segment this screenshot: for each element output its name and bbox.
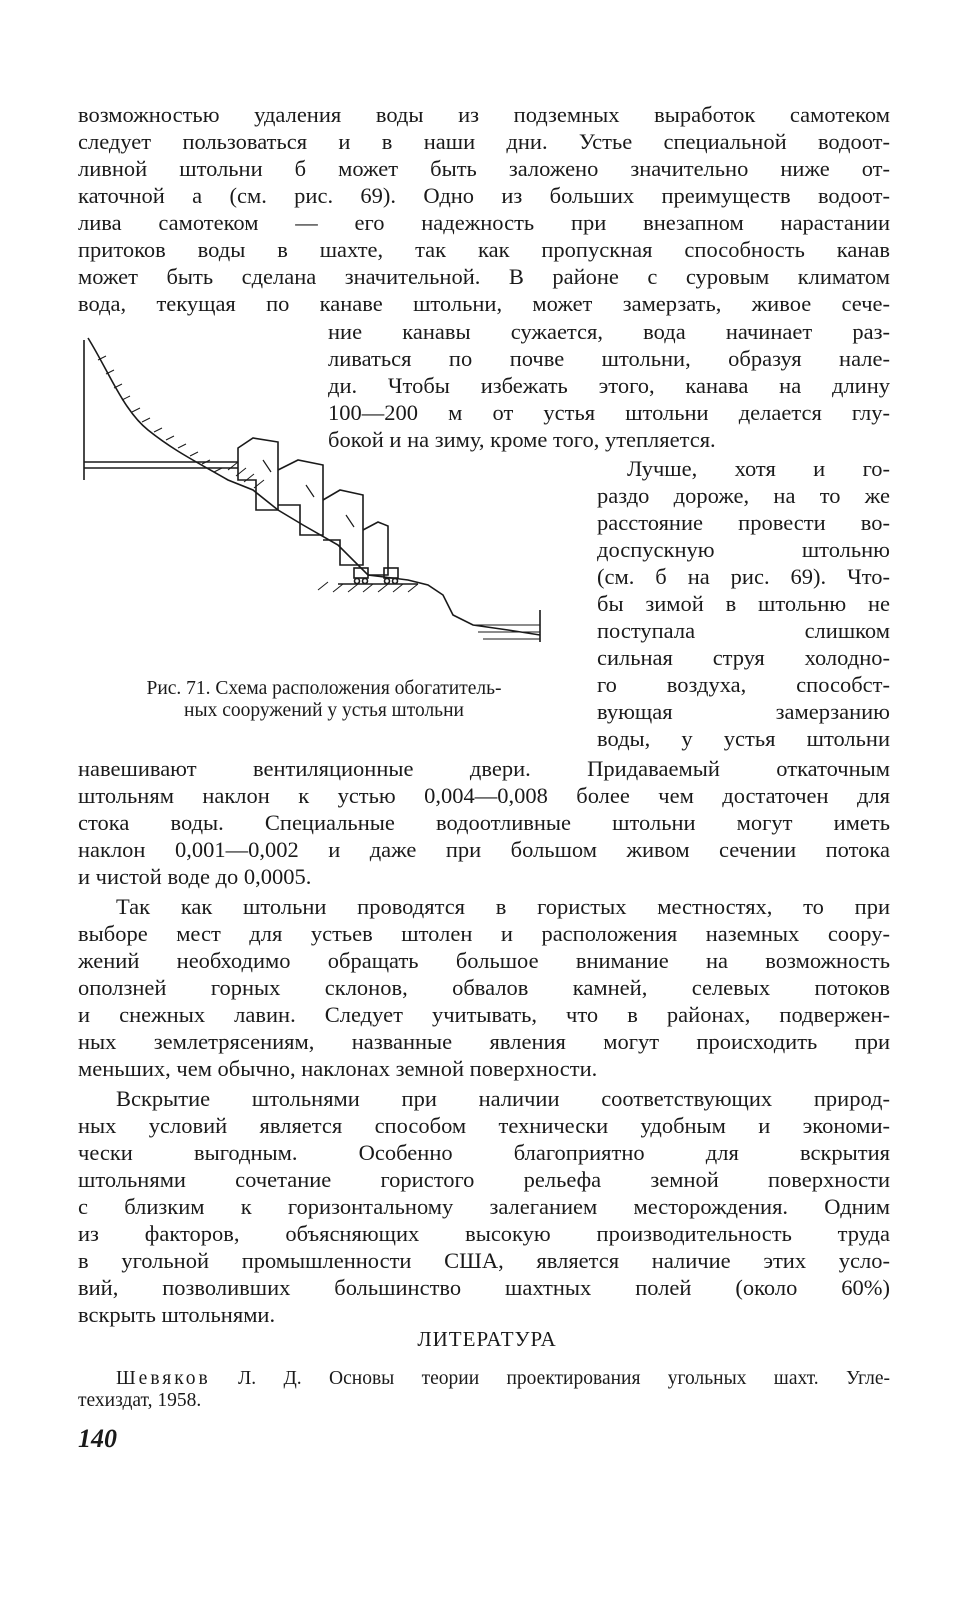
text-line: доспускную штольню: [597, 537, 890, 562]
text-line: вода, текущая по канаве штольни, может замерзать, живое сече-: [78, 291, 890, 316]
building-2: [278, 460, 323, 535]
text-line: ди. Чтобы избежать этого, канава на длину: [328, 373, 890, 398]
text-line: может быть сделана значительной. В районе с суровым климатом: [78, 264, 890, 289]
figure-caption: ных сооружений у устья штольни: [184, 700, 464, 721]
text-line: оползней горных склонов, обвалов камней, селевых потоков: [78, 975, 890, 1000]
figure-caption: Рис. 71. Схема расположения обогатитель-: [146, 678, 502, 699]
text-line: навешивают вентиляционные двери. Придаваемый откаточным: [78, 756, 890, 781]
text-line: в угольной промышленности США, является наличие этих усло-: [78, 1248, 890, 1273]
mine-adit-diagram: [78, 330, 548, 660]
text-line: жений необходимо обращать большое внимание на возможность: [78, 948, 890, 973]
text-line: с близким к горизонтальному залеганием месторождения. Одним: [78, 1194, 890, 1219]
text-line: чески выгодным. Особенно благоприятно для вскрытия: [78, 1140, 890, 1165]
section-heading: ЛИТЕРАТУРА: [417, 1327, 557, 1351]
text-line: вскрыть штольнями.: [78, 1302, 276, 1327]
text-line: ливаться по почве штольни, образуя нале-: [328, 346, 890, 371]
text-line: стока воды. Специальные водоотливные штольни могут иметь: [78, 810, 890, 835]
text-line: Лучше, хотя и го-: [627, 456, 890, 481]
text-line: следует пользоваться и в наши дни. Устье специальной водоот-: [78, 129, 890, 154]
text-line: бокой и на зиму, кроме того, утепляется.: [328, 427, 716, 452]
text-line: ных землетрясениям, названные явления могут происходить при: [78, 1029, 890, 1054]
text-line: поступала слишком: [597, 618, 890, 643]
text-line: бы зимой в штольню не: [597, 591, 890, 616]
text-line: штольням наклон к устью 0,004—0,008 более чем достаточен для: [78, 783, 890, 808]
reference-line: техиздат, 1958.: [78, 1390, 202, 1411]
text-line: сильная струя холодно-: [597, 645, 890, 670]
text-line: 100—200 м от устья штольни делается глу-: [328, 400, 890, 425]
text-line: каточной а (см. рис. 69). Одно из больших преимуществ водоот-: [78, 183, 890, 208]
building-3: [323, 490, 363, 565]
text-line: раздо дороже, на то же: [597, 483, 890, 508]
text-line: выборе мест для устьев штолен и расположения наземных соору-: [78, 921, 890, 946]
text-line: из факторов, объясняющих высокую производительность труда: [78, 1221, 890, 1246]
page-number: 140: [78, 1424, 117, 1453]
text-line: и чистой воде до 0,0005.: [78, 864, 312, 889]
text-line: притоков воды в шахте, так как пропускная способность канав: [78, 237, 890, 262]
text-line: ние канавы сужается, вода начинает раз-: [328, 319, 890, 344]
text-line: наклон 0,001—0,002 и даже при большом живом сечении потока: [78, 837, 890, 862]
text-line: (см. б на рис. 69). Что-: [597, 564, 890, 589]
building-1: [238, 438, 278, 510]
building-4: [363, 522, 388, 575]
text-line: вующая замерзанию: [597, 699, 890, 724]
text-line: Так как штольни проводятся в гористых местностях, то при: [116, 894, 890, 919]
text-line: ных условий является способом технически удобным и экономи-: [78, 1113, 890, 1138]
text-line: лива самотеком — его надежность при внезапном нарастании: [78, 210, 890, 235]
text-line: ливной штольни б может быть заложено значительно ниже от-: [78, 156, 890, 181]
slope-hatching: [98, 356, 222, 472]
reference-author: Шевяков: [116, 1368, 211, 1389]
text-line: возможностью удаления воды из подземных выработок самотеком: [78, 102, 890, 127]
text-line: го воздуха, способст-: [597, 672, 890, 697]
text-line: Вскрытие штольнями при наличии соответствующих природ-: [116, 1086, 890, 1111]
reference-title: Л. Д. Основы теории проектирования угольных шахт. Угле-: [238, 1368, 890, 1389]
slope-line: [88, 338, 540, 635]
text-line: расстояние провести во-: [597, 510, 890, 535]
text-line: вий, позволивших большинство шахтных полей (около 60%): [78, 1275, 890, 1300]
reference-line: [78, 1368, 890, 1390]
text-line: штольнями сочетание гористого рельефа земной поверхности: [78, 1167, 890, 1192]
text-line: и снежных лавин. Следует учитывать, что в районах, подвержен-: [78, 1002, 890, 1027]
text-line: воды, у устья штольни: [597, 726, 890, 751]
text-line: меньших, чем обычно, наклонах земной поверхности.: [78, 1056, 598, 1081]
